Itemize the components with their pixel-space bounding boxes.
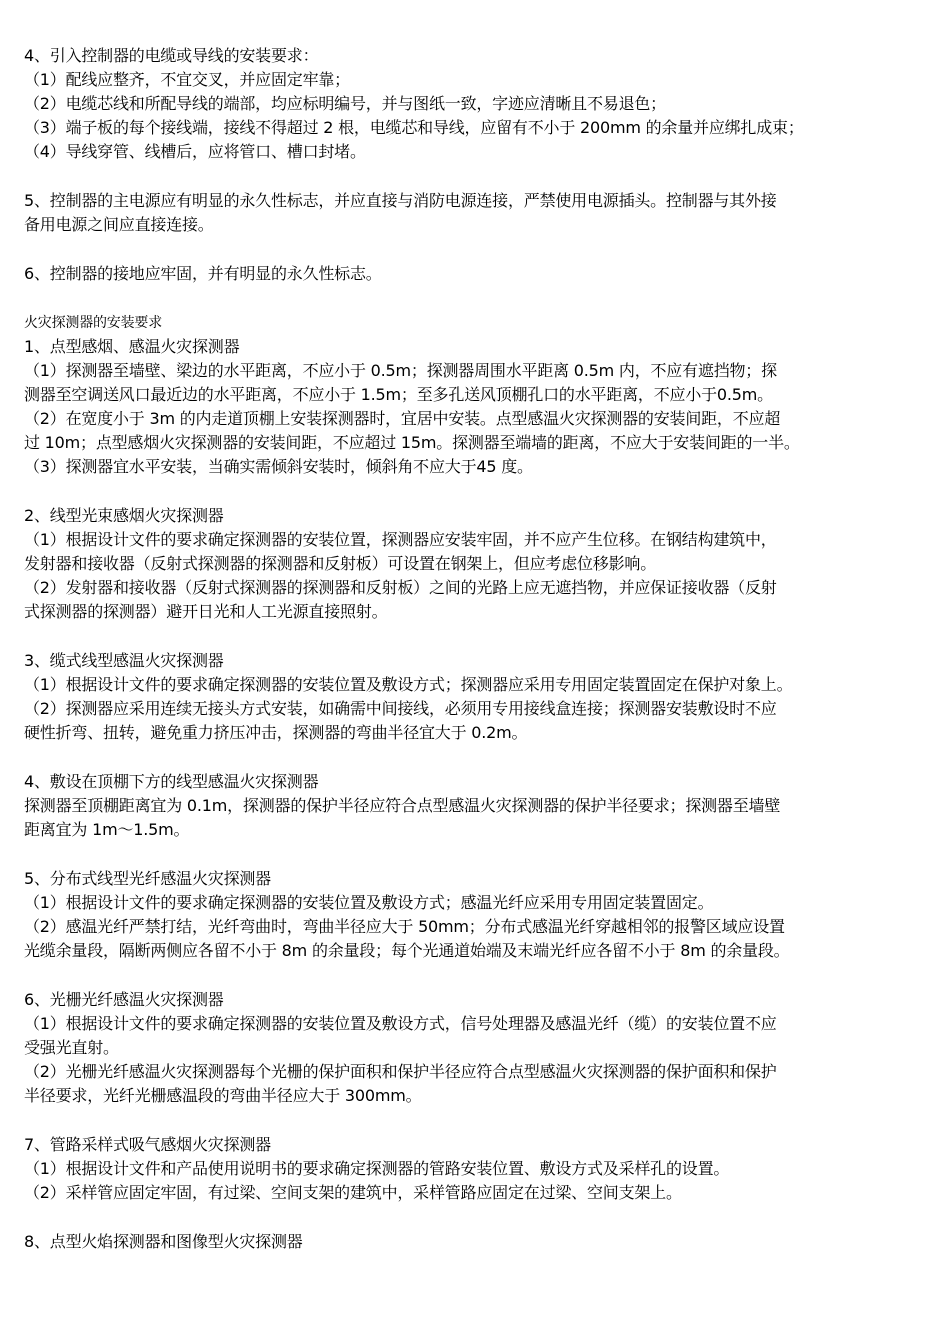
paragraph-spacer [24,164,928,189]
section-title-line: 1、点型感烟、感温火灾探测器 [24,337,240,356]
text-line: （3）探测器宜水平安装，当确实需倾斜安装时，倾斜角不应大于45 度。 [24,457,533,476]
section-block [24,44,928,164]
section-title-line: 6、控制器的接地应牢固，并有明显的永久性标志。 [24,264,382,283]
section-block [24,189,928,237]
paragraph-spacer [24,1205,928,1230]
text-line: 受强光直射。 [24,1038,119,1057]
paragraph-spacer [24,963,928,988]
text-line: （2）发射器和接收器（反射式探测器的探测器和反射板）之间的光路上应无遮挡物，并应保证接收器（反射 [24,578,777,597]
text-line: （2）在宽度小于 3m 的内走道顶棚上安装探测器时，宜居中安装。点型感温火灾探测器的安装间距，不应超 [24,409,781,428]
text-line: （2）探测器应采用连续无接头方式安装，如确需中间接线，必须用专用接线盒连接；探测器安装敷设时不应 [24,699,777,718]
text-line: （1）根据设计文件的要求确定探测器的安装位置及敷设方式；感温光纤应采用专用固定装置固定。 [24,893,714,912]
section-block [24,262,928,286]
text-line: 硬性折弯、扭转，避免重力挤压冲击，探测器的弯曲半径宜大于 0.2m。 [24,723,528,742]
section-title-line: 8、点型火焰探测器和图像型火灾探测器 [24,1232,303,1251]
text-line: （2）光栅光纤感温火灾探测器每个光栅的保护面积和保护半径应符合点型感温火灾探测器的保护面积和保护 [24,1062,777,1081]
section-block [24,504,928,624]
text-line: （1）根据设计文件的要求确定探测器的安装位置及敷设方式，信号处理器及感温光纤（缆）的安装位置不应 [24,1014,777,1033]
text-line: 光缆余量段，隔断两侧应各留不小于 8m 的余量段；每个光通道始端及末端光纤应各留不小于 8m 的余量段。 [24,941,790,960]
paragraph-spacer [24,745,928,770]
section-block [24,988,928,1108]
section-title-line: 4、引入控制器的电缆或导线的安装要求： [24,46,319,65]
paragraph-spacer [24,624,928,649]
text-line: （2）电缆芯线和所配导线的端部，均应标明编号，并与图纸一致，字迹应清晰且不易退色； [24,94,666,113]
text-line: 过 10m；点型感烟火灾探测器的安装间距，不应超过 15m。探测器至端墙的距离，不应大于安装间距的一半。 [24,433,800,452]
text-line: 半径要求，光纤光栅感温段的弯曲半径应大于 300mm。 [24,1086,422,1105]
text-line: （2）感温光纤严禁打结，光纤弯曲时，弯曲半径应大于 50mm；分布式感温光纤穿越相邻的报警区域应设置 [24,917,785,936]
text-line: （4）导线穿管、线槽后，应将管口、槽口封堵。 [24,142,366,161]
section-title-line: 3、缆式线型感温火灾探测器 [24,651,224,670]
document-page [24,44,928,1254]
section-title-line: 5、分布式线型光纤感温火灾探测器 [24,869,271,888]
section-heading: 火灾探测器的安装要求 [24,315,162,331]
text-line: （3）端子板的每个接线端，接线不得超过 2 根，电缆芯和导线，应留有不小于 200mm 的余量并应绑扎成束； [24,118,804,137]
text-line: （1）探测器至墙壁、梁边的水平距离，不应小于 0.5m；探测器周围水平距离 0.5m 内，不应有遮挡物；探 [24,361,777,380]
section-title-line: 7、管路采样式吸气感烟火灾探测器 [24,1135,271,1154]
section-title-line: 2、线型光束感烟火灾探测器 [24,506,224,525]
text-line: 距离宜为 1m～1.5m。 [24,820,190,839]
paragraph-spacer [24,479,928,504]
text-line: 式探测器的探测器）避开日光和人工光源直接照射。 [24,602,388,621]
text-line: （1）根据设计文件的要求确定探测器的安装位置，探测器应安装牢固，并不应产生位移。在钢结构建筑中， [24,530,777,549]
text-line: （1）根据设计文件和产品使用说明书的要求确定探测器的管路安装位置、敷设方式及采样孔的设置。 [24,1159,730,1178]
section-block [24,1230,928,1254]
section-title-line: 6、光栅光纤感温火灾探测器 [24,990,224,1009]
text-line: 备用电源之间应直接连接。 [24,215,214,234]
text-line: 测器至空调送风口最近边的水平距离，不应小于 1.5m；至多孔送风顶棚孔口的水平距离，不应小于0.5m。 [24,385,773,404]
section-block [24,311,928,479]
paragraph-spacer [24,1108,928,1133]
section-title-line: 5、控制器的主电源应有明显的永久性标志，并应直接与消防电源连接，严禁使用电源插头。控制器与其外接 [24,191,777,210]
paragraph-spacer [24,286,928,311]
section-title-line: 4、敷设在顶棚下方的线型感温火灾探测器 [24,772,319,791]
text-line: （1）根据设计文件的要求确定探测器的安装位置及敷设方式；探测器应采用专用固定装置固定在保护对象上。 [24,675,793,694]
section-block [24,770,928,842]
section-block [24,649,928,745]
paragraph-spacer [24,842,928,867]
text-line: 发射器和接收器（反射式探测器的探测器和反射板）可设置在钢架上，但应考虑位移影响。 [24,554,657,573]
text-line: 探测器至顶棚距离宜为 0.1m，探测器的保护半径应符合点型感温火灾探测器的保护半径要求；探测器至墙壁 [24,796,781,815]
section-block [24,867,928,963]
text-line: （2）采样管应固定牢固，有过梁、空间支架的建筑中，采样管路应固定在过梁、空间支架上。 [24,1183,682,1202]
paragraph-spacer [24,237,928,262]
section-block [24,1133,928,1205]
text-line: （1）配线应整齐，不宜交叉，并应固定牢靠； [24,70,350,89]
